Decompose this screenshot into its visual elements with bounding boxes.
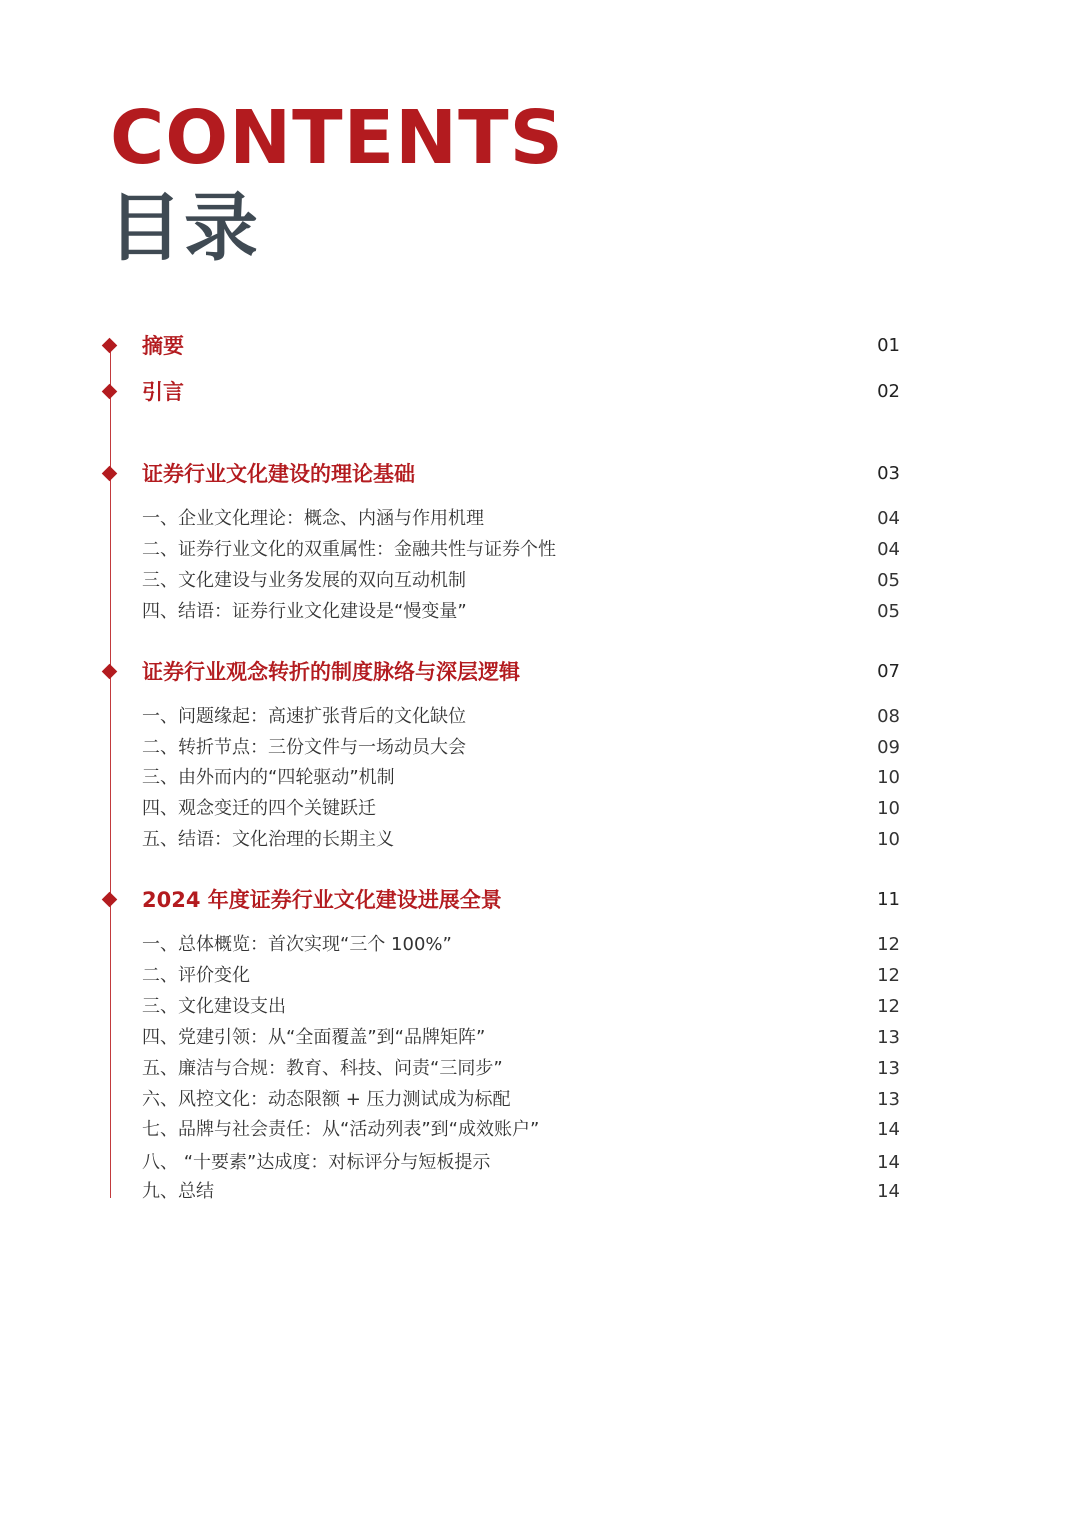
toc-page-number: 01 (877, 335, 900, 356)
diamond-bullet-icon (102, 466, 118, 482)
toc-label: 引言 (142, 380, 184, 404)
diamond-bullet-icon (102, 892, 118, 908)
toc-label: 2024 年度证券行业文化建设进展全景 (142, 888, 502, 912)
toc-label: 三、文化建设与业务发展的双向互动机制 (142, 570, 466, 591)
toc-page-number: 11 (877, 889, 900, 910)
toc-page-number: 12 (877, 934, 900, 955)
toc-label: 四、观念变迁的四个关键跃迁 (142, 798, 376, 819)
toc-label: 三、由外而内的“四轮驱动”机制 (142, 767, 395, 788)
toc-subsection[interactable] (142, 1177, 900, 1207)
toc-page-number: 13 (877, 1089, 900, 1110)
toc-label: 一、企业文化理论：概念、内涵与作用机理 (142, 508, 484, 529)
toc-label: 证券行业观念转折的制度脉络与深层逻辑 (142, 660, 520, 684)
toc-subsection[interactable] (142, 566, 900, 596)
toc-page-number: 10 (877, 767, 900, 788)
toc-page-number: 04 (877, 539, 900, 560)
toc-subsection[interactable] (142, 1023, 900, 1053)
toc-label: 六、风控文化：动态限额 + 压力测试成为标配 (142, 1089, 511, 1110)
toc-label: 四、结语：证券行业文化建设是“慢变量” (142, 601, 467, 622)
toc-page-number: 03 (877, 463, 900, 484)
toc-subsection[interactable] (142, 1148, 900, 1178)
toc-page-number: 08 (877, 706, 900, 727)
toc-label: 证券行业文化建设的理论基础 (142, 462, 415, 486)
toc-label: 七、品牌与社会责任：从“活动列表”到“成效账户” (142, 1119, 540, 1140)
toc-subsection[interactable] (142, 1085, 900, 1115)
toc-label: 四、党建引领：从“全面覆盖”到“品牌矩阵” (142, 1027, 486, 1048)
toc-section[interactable] (142, 459, 900, 489)
diamond-bullet-icon (102, 384, 118, 400)
toc-page-number: 12 (877, 965, 900, 986)
toc-page-number: 13 (877, 1058, 900, 1079)
toc-subsection[interactable] (142, 763, 900, 793)
toc-subsection[interactable] (142, 961, 900, 991)
toc-label: 五、廉洁与合规：教育、科技、问责“三同步” (142, 1058, 503, 1079)
toc-page-number: 07 (877, 661, 900, 682)
toc-page-number: 10 (877, 829, 900, 850)
contents-title-en: CONTENTS (110, 95, 564, 181)
toc-page-number: 14 (877, 1152, 900, 1173)
toc-section[interactable] (142, 657, 900, 687)
toc-subsection[interactable] (142, 825, 900, 855)
toc-subsection[interactable] (142, 930, 900, 960)
toc-page-number: 13 (877, 1027, 900, 1048)
toc-subsection[interactable] (142, 504, 900, 534)
toc-section[interactable] (142, 885, 900, 915)
toc-page-number: 10 (877, 798, 900, 819)
toc-subsection[interactable] (142, 1054, 900, 1084)
toc-label: 二、证券行业文化的双重属性：金融共性与证券个性 (142, 539, 556, 560)
toc-subsection[interactable] (142, 992, 900, 1022)
toc-label: 九、总结 (142, 1181, 214, 1202)
toc-subsection[interactable] (142, 794, 900, 824)
toc-subsection[interactable] (142, 597, 900, 627)
toc-label: 二、转折节点：三份文件与一场动员大会 (142, 737, 466, 758)
toc-page-number: 14 (877, 1181, 900, 1202)
toc-section[interactable] (142, 331, 900, 361)
toc-label: 二、评价变化 (142, 965, 250, 986)
toc-subsection[interactable] (142, 1115, 900, 1145)
toc-label: 五、结语：文化治理的长期主义 (142, 829, 394, 850)
toc-label: 三、文化建设支出 (142, 996, 286, 1017)
contents-title-zh: 目录 (108, 185, 260, 271)
toc-page-number: 05 (877, 570, 900, 591)
toc-page-number: 14 (877, 1119, 900, 1140)
toc-section[interactable] (142, 377, 900, 407)
toc-label: 一、总体概览：首次实现“三个 100%” (142, 934, 452, 955)
toc-subsection[interactable] (142, 535, 900, 565)
toc-subsection[interactable] (142, 702, 900, 732)
toc-page-number: 12 (877, 996, 900, 1017)
toc-label: 一、问题缘起：高速扩张背后的文化缺位 (142, 706, 466, 727)
toc-page-number: 02 (877, 381, 900, 402)
diamond-bullet-icon (102, 338, 118, 354)
toc-page-number: 05 (877, 601, 900, 622)
toc-label: 八、 “十要素”达成度：对标评分与短板提示 (142, 1152, 491, 1173)
toc-label: 摘要 (142, 334, 184, 358)
diamond-bullet-icon (102, 664, 118, 680)
toc-page-number: 04 (877, 508, 900, 529)
toc-subsection[interactable] (142, 733, 900, 763)
toc-page-number: 09 (877, 737, 900, 758)
